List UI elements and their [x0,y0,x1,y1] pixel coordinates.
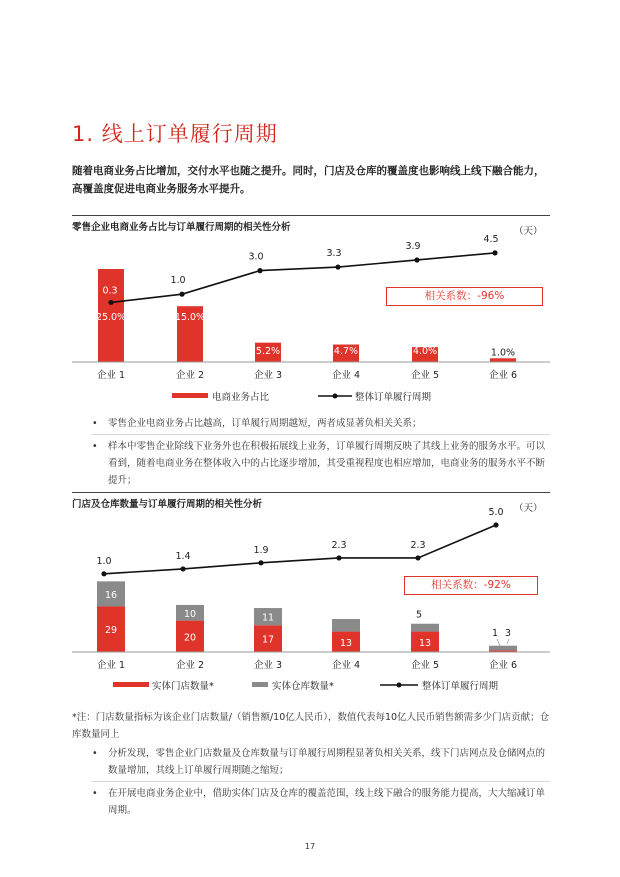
chart1-bar-label: 25.0% [95,312,127,323]
chart1-bar-label: 5.2% [255,346,281,357]
bullet1-2-text: 样本中零售企业除线下业务外也在积极拓展线上业务，订单履行周期反映了其线上业务的服务水平。可以看到，随着电商业务在整体收入中的占比逐步增加，其受重视程度也相应增加，电商业务的服务水平不断提升； [108,441,546,486]
chart2-legend-store-label: 实体门店数量* [152,681,214,692]
chart2-store-label: 1 [491,628,499,639]
chart2-line [104,525,496,574]
chart2-x-tick-label: 企业 2 [175,660,205,671]
chart1-line-label: 0.3 [102,285,118,297]
chart1-line-label: 3.3 [326,248,342,260]
bullet2-1-text: 分析发现，零售企业门店数量及仓库数量与订单履行周期程显著负相关关系，线下门店网点及仓储网点的数量增加，其线上订单履行周期随之缩短； [108,748,546,776]
chart1-x-tick-label: 企业 4 [331,370,361,381]
chart2-note: *注：门店数量指标为该企业门店数量/（销售额/10亿人民币），数值代表每10亿人民币销售额需多少门店贡献；仓库数量同上 [72,712,550,740]
bullet2-1: • 分析发现，零售企业门店数量及仓库数量与订单履行周期程显著负相关关系，线下门店网点及仓储网点的数量增加，其线上订单履行周期随之缩短； [92,745,554,779]
page-title: 1. 线上订单履行周期 [72,122,278,146]
chart2-line-point [493,522,498,527]
chart2-x-tick-label: 企业 1 [96,660,126,671]
chart2-x-tick-label: 企业 6 [488,660,518,671]
chart1-title: 零售企业电商业务占比与订单履行周期的相关性分析 [72,222,291,233]
chart2-legend-store-swatch [113,682,149,687]
chart2-line-point [415,555,420,560]
chart2-x-tick-label: 企业 4 [331,660,361,671]
chart2-line-point [180,566,185,571]
bullet2-2: • 在开展电商业务企业中，借助实体门店及仓库的覆盖范围，线上线下融合的服务能力提高，大大缩减订单周期。 [92,785,554,819]
chart1-x-tick-label: 企业 5 [410,370,440,381]
chart2-store-label: 17 [261,634,275,646]
bullet-divider-2 [92,781,550,782]
bullet2-2-text: 在开展电商业务企业中，借助实体门店及仓库的覆盖范围，线上线下融合的服务能力提高，大大缩减订单周期。 [108,788,546,816]
chart2-title: 门店及仓库数量与订单履行周期的相关性分析 [72,499,263,510]
chart1-bar-label: 4.7% [333,346,359,357]
chart1-line-label: 1.0 [170,275,186,287]
chart1-x-tick-label: 企业 1 [96,370,126,381]
chart2-x-tick-label: 企业 3 [253,660,283,671]
chart1-legend-bar-label: 电商业务占比 [212,392,270,403]
chart2-x-tick-label: 企业 5 [410,660,440,671]
chart2-warehouse-label: 16 [104,589,118,601]
chart1-correlation-box: 相关系数：-96% [386,287,543,306]
chart1-legend-line-label: 整体订单履行周期 [355,392,432,403]
chart2-correlation-box: 相关系数：-92% [404,576,538,595]
chart2-warehouse-label: 11 [261,612,275,624]
chart2-line-point [101,571,106,576]
chart2-store-label: 20 [183,632,197,644]
bullet1-2: • 样本中零售企业除线下业务外也在积极拓展线上业务，订单履行周期反映了其线上业务的服务水平。可以看到，随着电商业务在整体收入中的占比逐步增加，其受重视程度也相应增加，电商业务的服务水平不断提升； [92,438,554,489]
chart2-line-label: 1.9 [253,544,269,556]
chart2-store-label: 13 [418,637,432,649]
chart2-line-label: 2.3 [410,539,426,551]
chart1-bar-label: 4.0% [412,346,438,357]
chart2-line-label: 1.4 [175,550,191,562]
chart2-warehouse-label: 5 [415,609,423,621]
chart2-warehouse-bar [332,619,360,632]
chart2-legend-warehouse-label: 实体仓库数量* [272,681,334,692]
chart2-legend-line-label: 整体订单履行周期 [422,681,499,692]
chart1-x-tick-label: 企业 6 [488,370,518,381]
chart1-line-label: 3.9 [405,240,421,252]
chart2-warehouse-bar [489,646,517,651]
chart1-x-tick-label: 企业 2 [175,370,205,381]
chart2-line-label: 1.0 [96,555,112,567]
chart2-store-label: 29 [104,625,118,637]
page-number: 17 [304,842,316,851]
chart2-legend-line-dot [397,683,402,688]
intro-paragraph: 随着电商业务占比增加，交付水平也随之提升。同时，门店及仓库的覆盖度也影响线上线下融合能力，高覆盖度促进电商业务服务水平提升。 [72,165,545,195]
chart2-leader-line [507,639,509,644]
chart1-line-label: 3.0 [248,251,264,263]
bullet1-1-text: 零售企业电商业务占比越高，订单履行周期越短，两者成显著负相关关系； [108,418,422,429]
chart2-warehouse-bar [411,624,439,632]
bullet1-1: • 零售企业电商业务占比越高，订单履行周期越短，两者成显著负相关关系； [92,415,554,432]
chart2-line-point [336,555,341,560]
chart1-unit: （天） [514,226,543,237]
chart1-x-tick-label: 企业 3 [253,370,283,381]
chart1-bar-label: 15.0% [174,312,206,323]
chart2-line-label: 2.3 [331,539,347,551]
chart2-line-point [258,560,263,565]
chart2-store-label: 13 [339,637,353,649]
chart2-leader-line [497,639,500,646]
chart1-line-label: 4.5 [483,233,499,245]
chart2-legend-warehouse-swatch [252,682,268,687]
chart2-line-label: 5.0 [488,507,504,518]
chart1-bar-label: 1.0% [490,347,516,359]
chart2-unit: （天） [514,503,543,514]
chart2-warehouse-label: 10 [183,608,197,620]
chart2-warehouse-label: 3 [504,628,512,639]
